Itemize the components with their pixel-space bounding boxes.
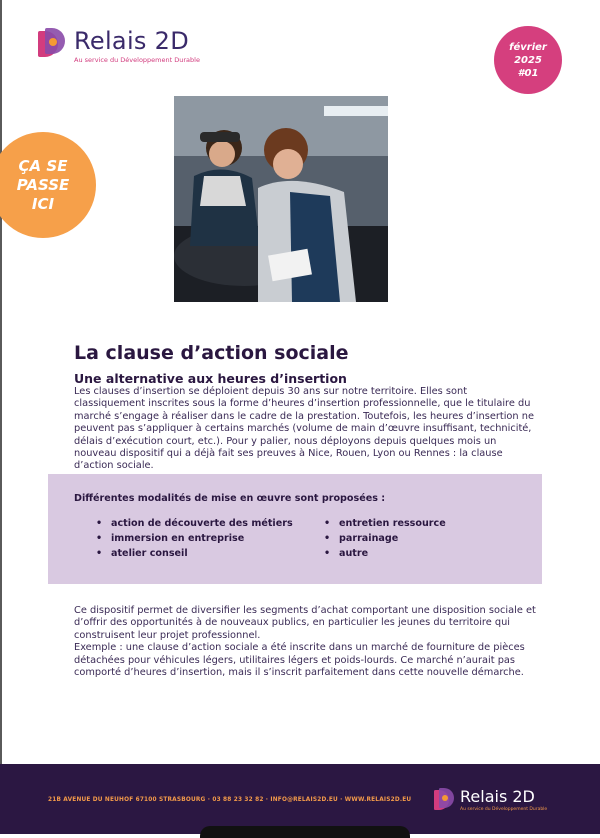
footer [0,764,600,834]
modalities-list-right [324,516,446,561]
logo-mark-icon [38,28,68,60]
modalities-box [48,474,542,584]
article-subtitle: Une alternative aux heures d’insertion [74,371,347,386]
relais2d-logo [38,28,200,64]
modalities-list-left [96,516,293,561]
list-item: • atelier conseil [96,546,293,561]
section-badge [0,132,96,238]
list-item: • action de découverte des métiers [96,516,293,531]
list-item: • autre [324,546,446,561]
footer-logo-tagline: Au service du Développement Durable [460,807,548,812]
intro-paragraph: Les clauses d’insertion se déploient depuis 30 ans sur notre territoire. Elles sont classiquement inscrites sous la forme d’heures d’insertion professionnelle, que le titulaire du marché s’engage à réaliser dans le cadre de la prestation. Toutefois, les heures d’insertion ne peuvent pas s’appliquer à certains marchés (volume de main d’œuvre insuffisant, technicité, délais d’exécution court, etc.). Pour y palier, nous déployons depuis quelques mois un nouveau dispositif qui a déjà fait ses preuves à Nice, Rouen, Lyon ou Rennes : la clause d’action sociale. [74,386,534,472]
page-edge [0,0,2,834]
footer-logo [434,788,547,812]
mechanics-photo-illustration [174,96,388,302]
badge-month: février [509,41,547,53]
badge-issue-number: #01 [517,67,539,79]
badge-year: 2025 [514,54,542,66]
section-badge-label: ÇA SE PASSE ICI [16,156,70,213]
list-item: • entretien ressource [324,516,446,531]
list-item: • parrainage [324,531,446,546]
issue-date-badge [494,26,562,94]
list-item: • immersion en entreprise [96,531,293,546]
viewer-toolbar-edge [200,826,410,838]
article-photo [174,96,388,302]
article-title: La clause d’action sociale [74,342,349,364]
second-paragraph: Ce dispositif permet de diversifier les segments d’achat comportant une disposition sociale et d’offrir des opportunités à de nouveaux publics, en particulier les jeunes du territoire qui construisent leur projet professionnel. Exemple : une clause d’action sociale a été inscrite dans un marché de fourniture de pièces détachées pour véhicules légers, utilitaires légers et poids-lourds. Ce marché n’aurait pas comporté d’heures d’insertion, mais il s’inscrit parfaitement dans cette nouvelle démarche. [74,605,536,679]
footer-logo-mark-icon [434,788,456,812]
logo-name: Relais 2D [74,27,189,55]
footer-address: 21B AVENUE DU NEUHOF 67100 STRASBOURG · 03 88 23 32 82 · INFO@RELAIS2D.EU · WWW.RELAIS2D.EU [48,797,412,803]
footer-logo-name: Relais 2D [460,787,535,806]
logo-tagline: Au service du Développement Durable [74,56,200,64]
modalities-title: Différentes modalités de mise en œuvre sont proposées : [74,493,386,504]
